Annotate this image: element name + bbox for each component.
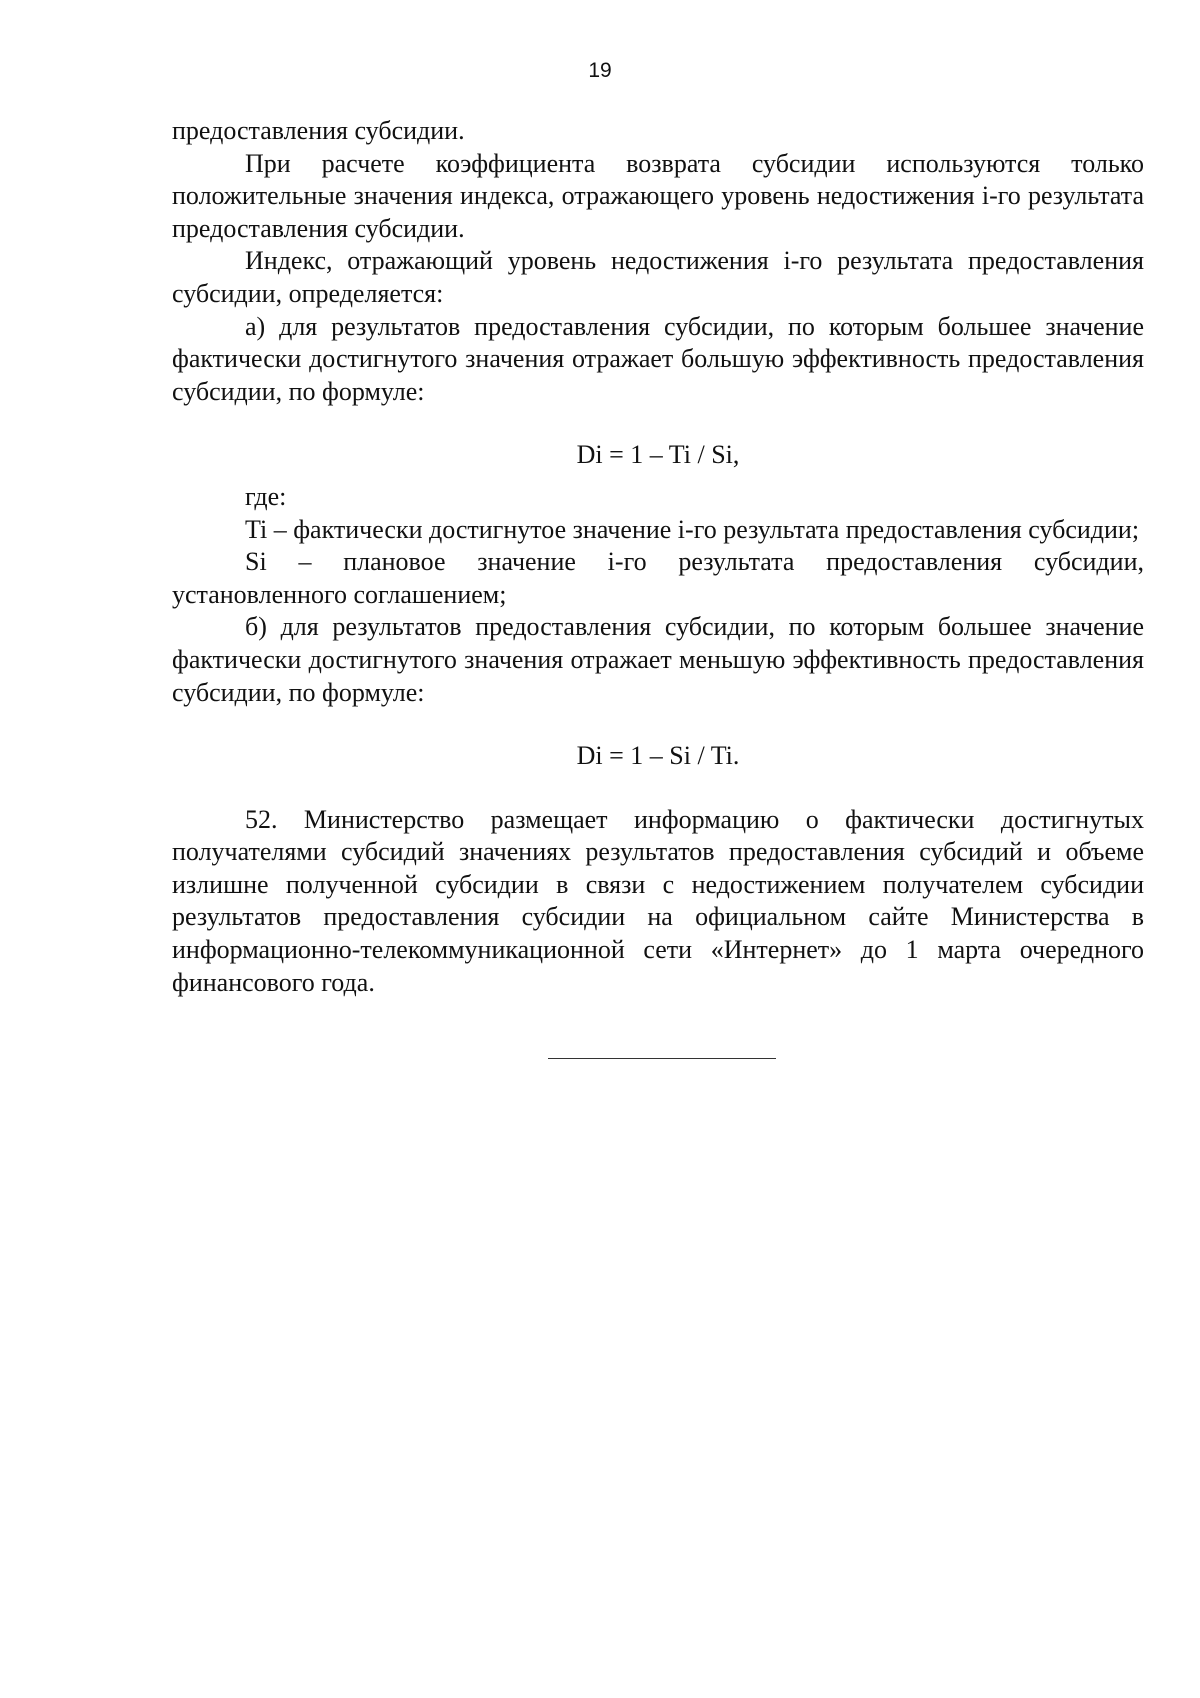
paragraph-case-b: б) для результатов предоставления субсидии, по которым большее значение фактически достигнутого значения отражает меньшую эффективность предоставления субсидии, по формуле: <box>172 612 1144 707</box>
document-body <box>172 115 1144 999</box>
paragraph-case-a: а) для результатов предоставления субсидии, по которым большее значение фактически достигнутого значения отражает большую эффективность предоставления субсидии, по формуле: <box>172 311 1144 406</box>
end-divider <box>548 1058 776 1059</box>
paragraph-52: 52. Министерство размещает информацию о фактически достигнутых получателями субсидий значениях результатов предоставления субсидий и объеме излишне полученной субсидии в связи с недостижением получателем субсидии результатов предоставления субсидии на официальном сайте Министерства в информационно-телекоммуникационной сети «Интернет» до 1 марта очередного финансового года. <box>172 804 1144 997</box>
paragraph-continuation: предоставления субсидии. <box>172 116 465 145</box>
paragraph-index-definition: Индекс, отражающий уровень недостижения i-го результата предоставления субсидии, определяется: <box>172 246 1144 308</box>
page-number: 19 <box>588 59 612 82</box>
paragraph-where: где: <box>245 481 287 511</box>
formula-b: Di = 1 – Si / Ti. <box>576 741 740 771</box>
formula-a: Di = 1 – Ti / Si, <box>576 440 740 470</box>
paragraph-ti-definition: Ti – фактически достигнутое значение i-го результата предоставления субсидии; <box>245 514 1140 544</box>
paragraph-positive-values: При расчете коэффициента возврата субсидии используются только положительные значения индекса, отражающего уровень недостижения i-го результата предоставления субсидии. <box>172 148 1144 243</box>
paragraph-si-definition: Si – плановое значение i-го результата предоставления субсидии, установленного соглашением; <box>172 547 1144 609</box>
